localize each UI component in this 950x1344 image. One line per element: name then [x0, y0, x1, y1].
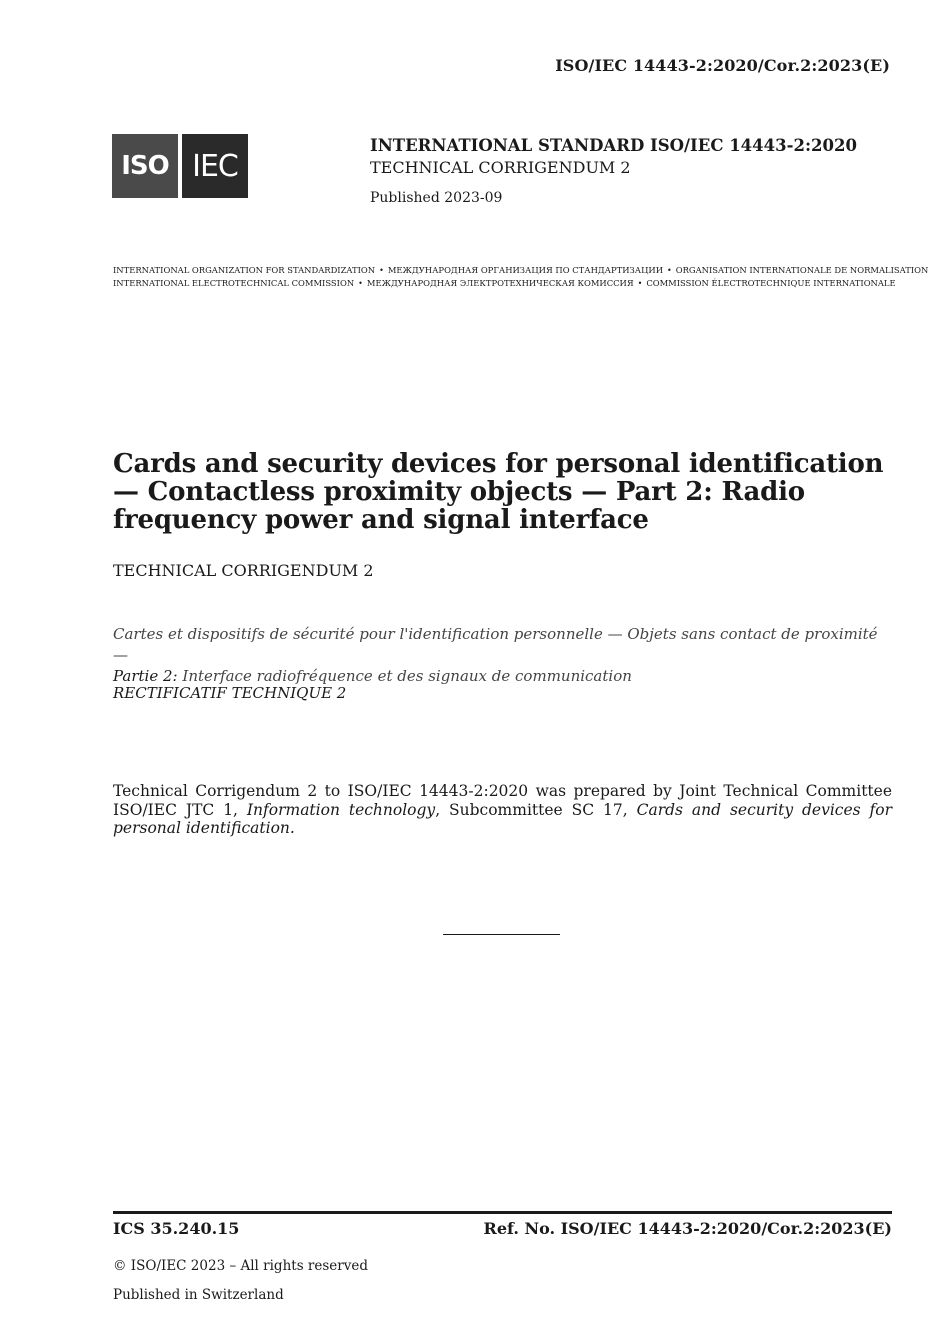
organizations-block	[113, 264, 929, 290]
header-reference: ISO/IEC 14443-2:2020/Cor.2:2023(E)	[555, 56, 890, 75]
org-iec-en: INTERNATIONAL ELECTROTECHNICAL COMMISSION	[113, 278, 355, 288]
french-title	[113, 624, 893, 687]
committee-name: Information technology	[246, 800, 436, 819]
standard-subtitle: TECHNICAL CORRIGENDUM 2	[370, 158, 631, 177]
preparation-paragraph	[113, 782, 892, 838]
end-rule	[443, 934, 560, 935]
org-iec-fr: COMMISSION ÉLECTROTECHNIQUE INTERNATIONALE	[646, 278, 896, 288]
french-title-part-label: Partie 2:	[113, 667, 178, 685]
org-iec-ru: МЕЖДУНАРОДНАЯ ЭЛЕКТРОТЕХНИЧЕСКАЯ КОМИССИЯ	[366, 278, 634, 288]
separator-bullet: •	[358, 279, 363, 288]
document-title: Cards and security devices for personal identification — Contactless proximity objects — Part 2: Radio frequency power and signal interface	[113, 449, 884, 535]
standard-title: INTERNATIONAL STANDARD ISO/IEC 14443-2:2020	[370, 136, 857, 155]
french-title-part-2: Interface radiofréquence et des signaux de communication	[182, 667, 632, 685]
paragraph-lead: Technical Corrigendum 2 to ISO/IEC 14443-2:2020 was prepared by Joint Technical Committee ISO/IEC JTC 1,	[113, 782, 892, 819]
corrigendum-label: TECHNICAL CORRIGENDUM 2	[113, 561, 374, 580]
org-iso-fr: ORGANISATION INTERNATIONALE DE NORMALISATION	[675, 265, 929, 275]
org-iso-ru: МЕЖДУНАРОДНАЯ ОРГАНИЗАЦИЯ ПО СТАНДАРТИЗАЦИИ	[387, 265, 664, 275]
iec-logo: IEC	[182, 134, 248, 198]
published-date: Published 2023-09	[370, 190, 503, 206]
ics-code: ICS 35.240.15	[113, 1219, 240, 1238]
iso-logo: ISO	[112, 134, 178, 198]
paragraph-mid: , Subcommittee SC 17,	[435, 800, 628, 819]
footer-rule	[113, 1211, 892, 1214]
organizations-row-2	[113, 277, 896, 290]
org-iso-en: INTERNATIONAL ORGANIZATION FOR STANDARDIZATION	[113, 265, 376, 275]
subcommittee-name: Cards and security devices for personal identification.	[113, 800, 892, 837]
iso-iec-logo	[112, 134, 248, 198]
separator-bullet: •	[379, 266, 384, 275]
copyright-notice: © ISO/IEC 2023 – All rights reserved	[113, 1258, 368, 1274]
french-title-part-1: Cartes et dispositifs de sécurité pour l'identification personnelle — Objets sans contact de proximité —	[113, 625, 878, 664]
reference-number: Ref. No. ISO/IEC 14443-2:2020/Cor.2:2023(E)	[483, 1219, 892, 1238]
published-in: Published in Switzerland	[113, 1287, 284, 1303]
separator-bullet: •	[667, 266, 672, 275]
separator-bullet: •	[637, 279, 643, 288]
french-corrigendum-label: RECTIFICATIF TECHNIQUE 2	[113, 684, 347, 702]
organizations-row-1	[113, 264, 929, 277]
